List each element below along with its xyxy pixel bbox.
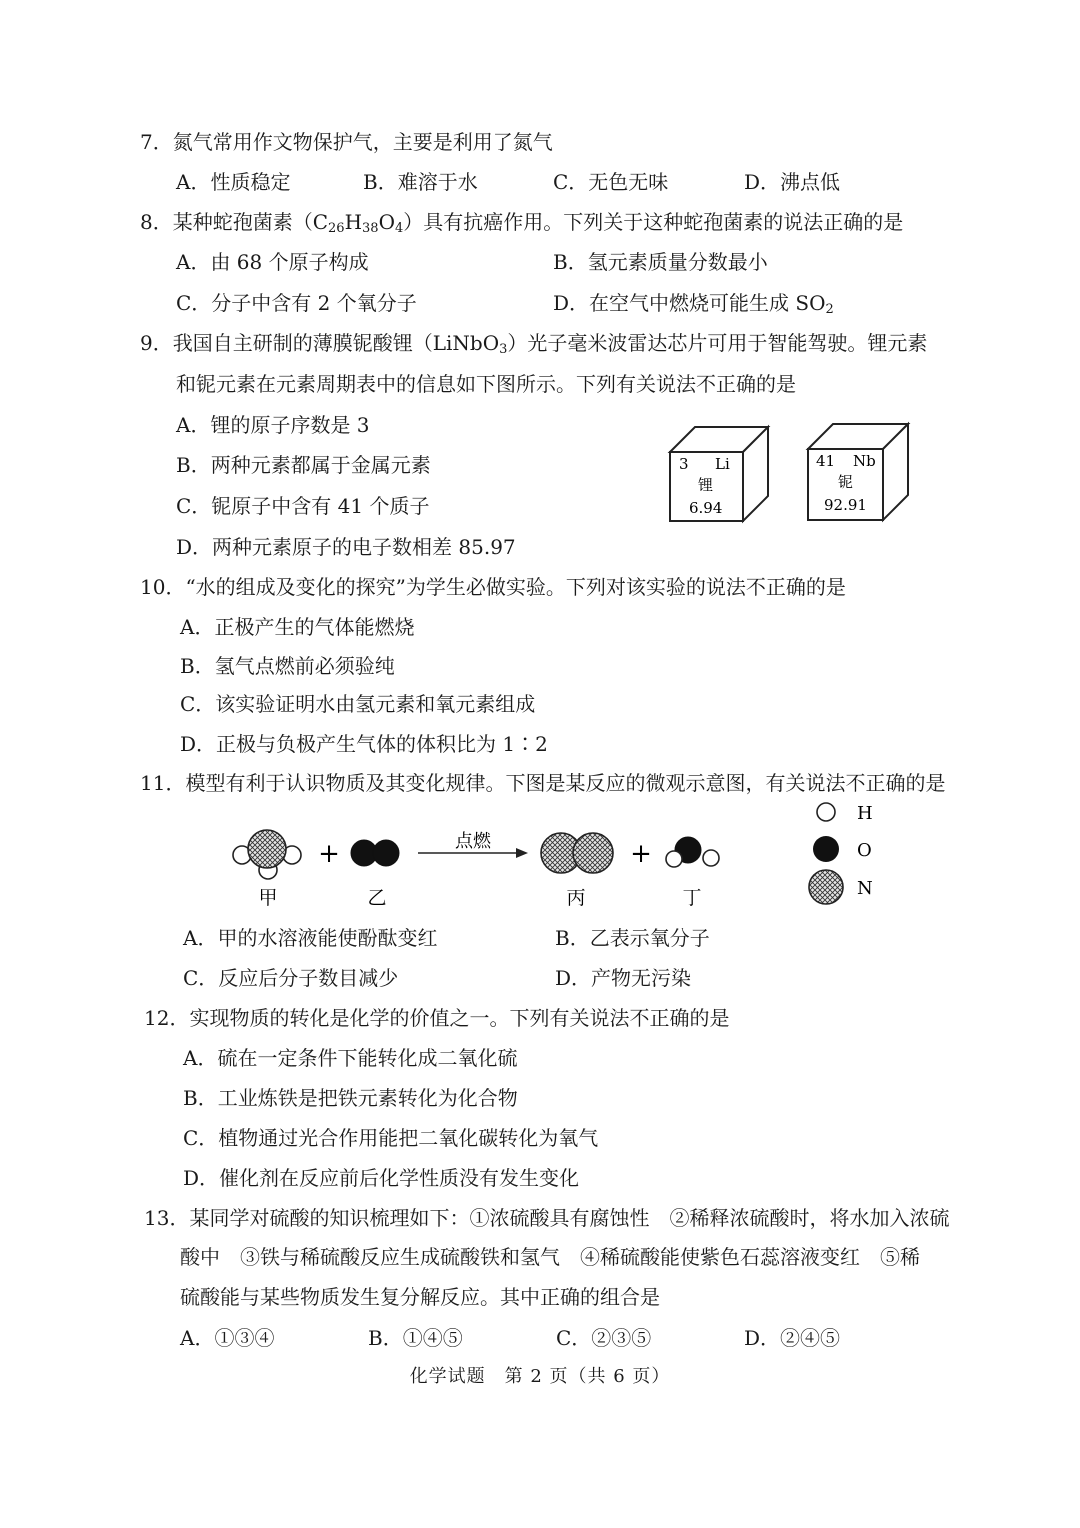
li-symbol: Li [715, 455, 730, 473]
plus-sign-1: + [318, 839, 340, 869]
q9-stem-line1: 9．我国自主研制的薄膜铌酸锂（LiNbO$_3$）光子毫米波雷达芯片可用于智能驾驶。锂元素 [140, 331, 928, 357]
nb-atomic-number: 41 [816, 452, 836, 470]
q7-option-a: A．性质稳定 [176, 170, 291, 194]
q13-stem-line1: 13．某同学对硫酸的知识梳理如下：①浓硫酸具有腐蚀性 ②稀释浓硫酸时，将水加入浓硫 [144, 1206, 950, 1230]
molecule-jia-ammonia [233, 830, 301, 879]
li-atomic-number: 3 [679, 455, 689, 473]
q10-option-d: D．正极与负极产生气体的体积比为 1∶2 [180, 732, 548, 756]
q12-stem: 12．实现物质的转化是化学的价值之一。下列有关说法不正确的是 [144, 1006, 730, 1030]
q13-stem-line2: 酸中 ③铁与稀硫酸反应生成硫酸铁和氢气 ④稀硫酸能使紫色石蕊溶液变红 ⑤稀 [180, 1245, 920, 1269]
nb-symbol: Nb [853, 452, 876, 470]
legend-n-label: N [857, 878, 873, 899]
q10-stem: 10．“水的组成及变化的探究”为学生必做实验。下列对该实验的说法不正确的是 [140, 575, 846, 599]
q11-option-c: C．反应后分子数目减少 [183, 966, 399, 990]
q7-option-c: C．无色无味 [553, 170, 669, 194]
label-yi: 乙 [367, 887, 387, 909]
q11-option-a: A．甲的水溶液能使酚酞变红 [183, 926, 438, 950]
molecule-yi-oxygen [351, 840, 399, 866]
q11-option-d: D．产物无污染 [555, 966, 692, 990]
q10-option-b: B．氢气点燃前必须验纯 [180, 654, 395, 678]
q9-option-c: C．铌原子中含有 41 个质子 [176, 494, 430, 518]
condition-ignite: 点燃 [455, 831, 491, 852]
plus-sign-2: + [630, 839, 652, 869]
q7-stem: 7．氮气常用作文物保护气，主要是利用了氮气 [140, 130, 553, 154]
q8-option-a: A．由 68 个原子构成 [176, 250, 369, 274]
q12-option-d: D．催化剂在反应前后化学性质没有发生变化 [183, 1166, 580, 1190]
legend-h-label: H [857, 803, 873, 824]
nb-name: 铌 [838, 473, 854, 491]
q13-option-b: B．①④⑤ [368, 1326, 463, 1350]
q9-option-b: B．两种元素都属于金属元素 [176, 453, 431, 477]
legend-o-symbol [813, 836, 839, 862]
q13-option-d: D．②④⑤ [744, 1326, 841, 1350]
q8-option-b: B．氢元素质量分数最小 [553, 250, 768, 274]
q11-option-b: B．乙表示氧分子 [555, 926, 710, 950]
li-name: 锂 [698, 476, 714, 494]
q9-option-a: A．锂的原子序数是 3 [176, 413, 370, 437]
molecule-bing-nitrogen [541, 833, 613, 873]
label-ding: 丁 [682, 887, 702, 909]
q7-option-b: B．难溶于水 [363, 170, 478, 194]
q13-option-c: C．②③⑤ [556, 1326, 652, 1350]
q9-option-d: D．两种元素原子的电子数相差 85.97 [176, 535, 516, 559]
li-mass: 6.94 [689, 499, 723, 517]
q9-stem-line2: 和铌元素在元素周期表中的信息如下图所示。下列有关说法不正确的是 [176, 372, 796, 396]
q7-option-d: D．沸点低 [744, 170, 841, 194]
q10-option-c: C．该实验证明水由氢元素和氧元素组成 [180, 692, 536, 716]
q10-option-a: A．正极产生的气体能燃烧 [180, 615, 415, 639]
page-footer: 化学试题 第 2 页（共 6 页） [409, 1366, 671, 1387]
molecule-ding-water [666, 837, 719, 867]
q12-option-c: C．植物通过光合作用能把二氧化碳转化为氧气 [183, 1126, 599, 1150]
q13-option-a: A．①③④ [180, 1326, 275, 1350]
legend-h-symbol [817, 803, 835, 821]
label-jia: 甲 [258, 887, 278, 909]
q8-option-d: D．在空气中燃烧可能生成 $SO_2$ [553, 291, 834, 317]
legend-o-label: O [857, 840, 872, 861]
q11-stem: 11．模型有利于认识物质及其变化规律。下图是某反应的微观示意图，有关说法不正确的是 [140, 771, 946, 795]
q8-stem: 8．某种蛇孢菌素$(C_{26}H_{38}O_4)$具有抗癌作用。下列关于这种蛇孢菌素的说法正确的是 [140, 210, 904, 236]
legend-n-symbol [809, 870, 843, 904]
q12-option-a: A．硫在一定条件下能转化成二氧化硫 [183, 1046, 518, 1070]
q8-option-c: C．分子中含有 2 个氧分子 [176, 291, 417, 315]
nb-mass: 92.91 [824, 496, 867, 514]
label-bing: 丙 [566, 887, 586, 909]
legend [809, 803, 873, 904]
q13-stem-line3: 硫酸能与某些物质发生复分解反应。其中正确的组合是 [180, 1285, 660, 1309]
q12-option-b: B．工业炼铁是把铁元素转化为化合物 [183, 1086, 518, 1110]
